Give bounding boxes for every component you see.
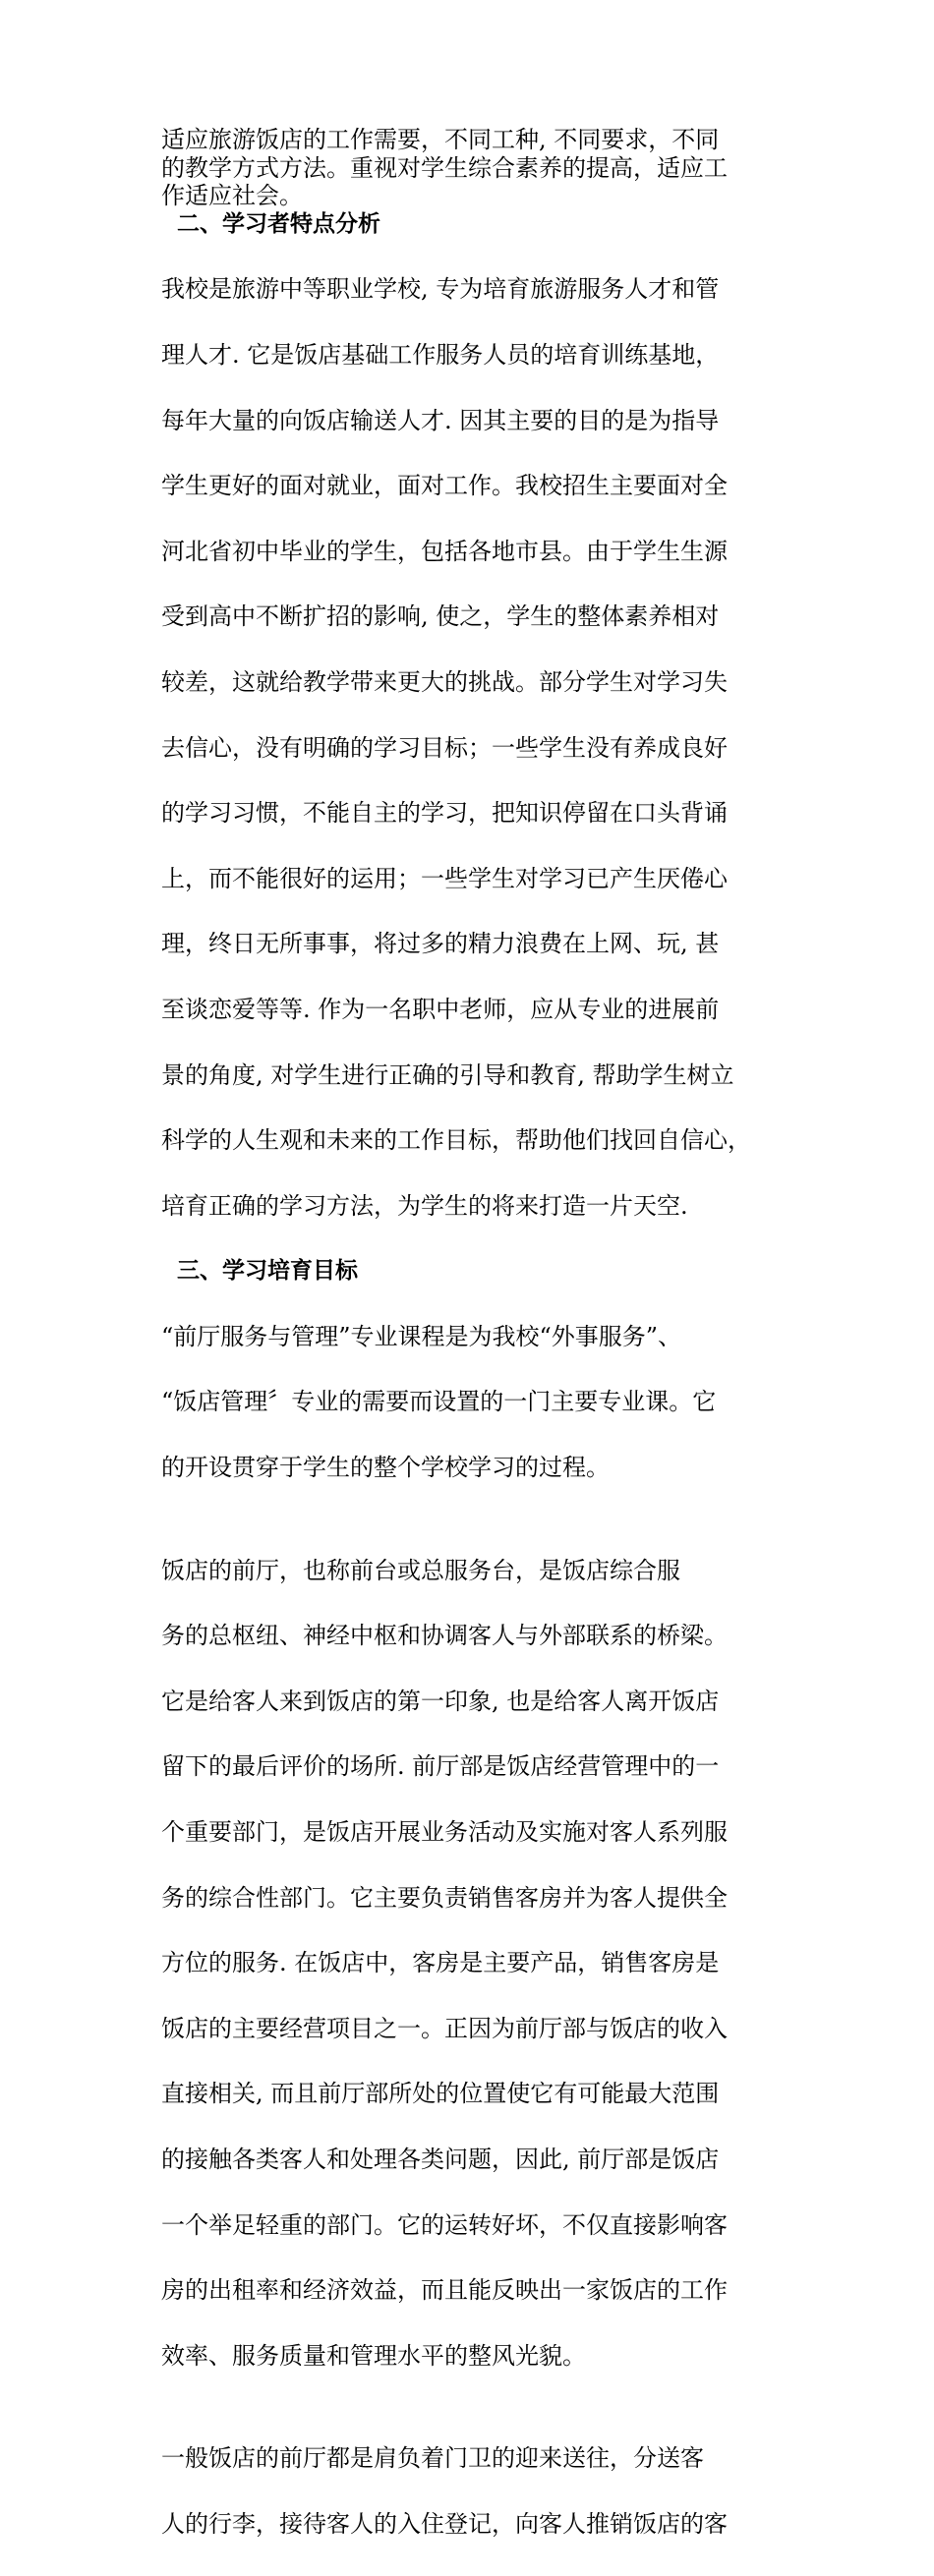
text-line: 一个举足轻重的部门。它的运转好坏，不仅直接影响客 bbox=[161, 2210, 728, 2239]
text-line: 直接相关, 而且前厅部所处的位置使它有可能最大范围 bbox=[161, 2080, 720, 2108]
text-line: 去信心，没有明确的学习目标；一些学生没有养成良好 bbox=[161, 733, 728, 762]
text-line: 理人才. 它是饭店基础工作服务人员的培育训练基地， bbox=[161, 340, 720, 369]
text-line: 饭店的主要经营项目之一。正因为前厅部与饭店的收入 bbox=[161, 2014, 728, 2042]
text-line: 它是给客人来到饭店的第一印象, 也是给客人离开饭店 bbox=[161, 1687, 720, 1715]
text-line: “前厅服务与管理”专业课程是为我校“外事服务”、 bbox=[161, 1322, 682, 1350]
text-line: 每年大量的向饭店输送人才. 因其主要的目的是为指导 bbox=[161, 406, 720, 434]
text-line: “饭店管理〞专业的需要而设置的一门主要专业课。它 bbox=[161, 1388, 717, 1416]
paragraph-front-office bbox=[161, 1519, 776, 2408]
text-line: 个重要部门，是饭店开展业务活动及实施对客人系列服 bbox=[161, 1818, 728, 1847]
text-line: 景的角度, 对学生进行正确的引导和教育, 帮助学生树立 bbox=[161, 1060, 734, 1089]
document-body bbox=[161, 126, 776, 2576]
section-heading-learner-analysis: 二、学习者特点分析 bbox=[161, 210, 381, 237]
paragraph-intro bbox=[161, 126, 776, 210]
text-line: 留下的最后评价的场所. 前厅部是饭店经营管理中的一 bbox=[161, 1752, 720, 1781]
paragraph-learner-analysis bbox=[161, 238, 776, 1257]
text-line: 务的综合性部门。它主要负责销售客房并为客人提供全 bbox=[161, 1883, 728, 1912]
text-line: 受到高中不断扩招的影响, 使之，学生的整体素养相对 bbox=[161, 602, 720, 631]
text-line: 饭店的前厅，也称前台或总服务台，是饭店综合服 bbox=[161, 1556, 680, 1584]
text-line: 效率、服务质量和管理水平的整风光貌。 bbox=[161, 2341, 586, 2370]
text-line: 房的出租率和经济效益，而且能反映出一家饭店的工作 bbox=[161, 2276, 728, 2305]
text-line: 的学习习惯，不能自主的学习，把知识停留在口头背诵 bbox=[161, 799, 728, 828]
text-line: 人的行李，接待客人的入住登记，向客人推销饭店的客 bbox=[161, 2509, 728, 2538]
paragraph-front-office-duties bbox=[161, 2407, 776, 2575]
text-line: 理，终日无所事事，将过多的精力浪费在上网、玩, 甚 bbox=[161, 930, 720, 958]
text-line: 一般饭店的前厅都是肩负着门卫的迎来送往，分送客 bbox=[161, 2444, 704, 2473]
text-line: 适应旅游饭店的工作需要，不同工种, 不同要求，不同 bbox=[161, 126, 720, 153]
paragraph-course-intro bbox=[161, 1286, 776, 1519]
text-line: 我校是旅游中等职业学校, 专为培育旅游服务人才和管 bbox=[161, 275, 720, 304]
section-heading-training-goals: 三、学习培育目标 bbox=[161, 1258, 359, 1285]
text-line: 方位的服务. 在饭店中，客房是主要产品，销售客房是 bbox=[161, 1949, 720, 1977]
text-line: 作适应社会。 bbox=[161, 182, 303, 210]
text-line: 较差，这就给教学带来更大的挑战。部分学生对学习失 bbox=[161, 667, 728, 696]
text-line: 科学的人生观和未来的工作目标，帮助他们找回自信心， bbox=[161, 1126, 751, 1155]
text-line: 学生更好的面对就业，面对工作。我校招生主要面对全 bbox=[161, 472, 728, 500]
text-line: 上，而不能很好的运用；一些学生对学习已产生厌倦心 bbox=[161, 864, 728, 892]
text-line: 至谈恋爱等等. 作为一名职中老师，应从专业的进展前 bbox=[161, 995, 720, 1023]
text-line: 河北省初中毕业的学生，包括各地市县。由于学生生源 bbox=[161, 537, 728, 565]
text-line: 务的总枢纽、神经中枢和协调客人与外部联系的桥梁。 bbox=[161, 1622, 728, 1650]
text-line: 培育正确的学习方法，为学生的将来打造一片天空. bbox=[161, 1191, 688, 1220]
text-line: 的开设贯穿于学生的整个学校学习的过程。 bbox=[161, 1454, 610, 1482]
text-line: 的接触各类客人和处理各类问题，因此, 前厅部是饭店 bbox=[161, 2146, 720, 2173]
text-line: 的教学方式方法。重视对学生综合素养的提高，适应工 bbox=[161, 153, 728, 182]
